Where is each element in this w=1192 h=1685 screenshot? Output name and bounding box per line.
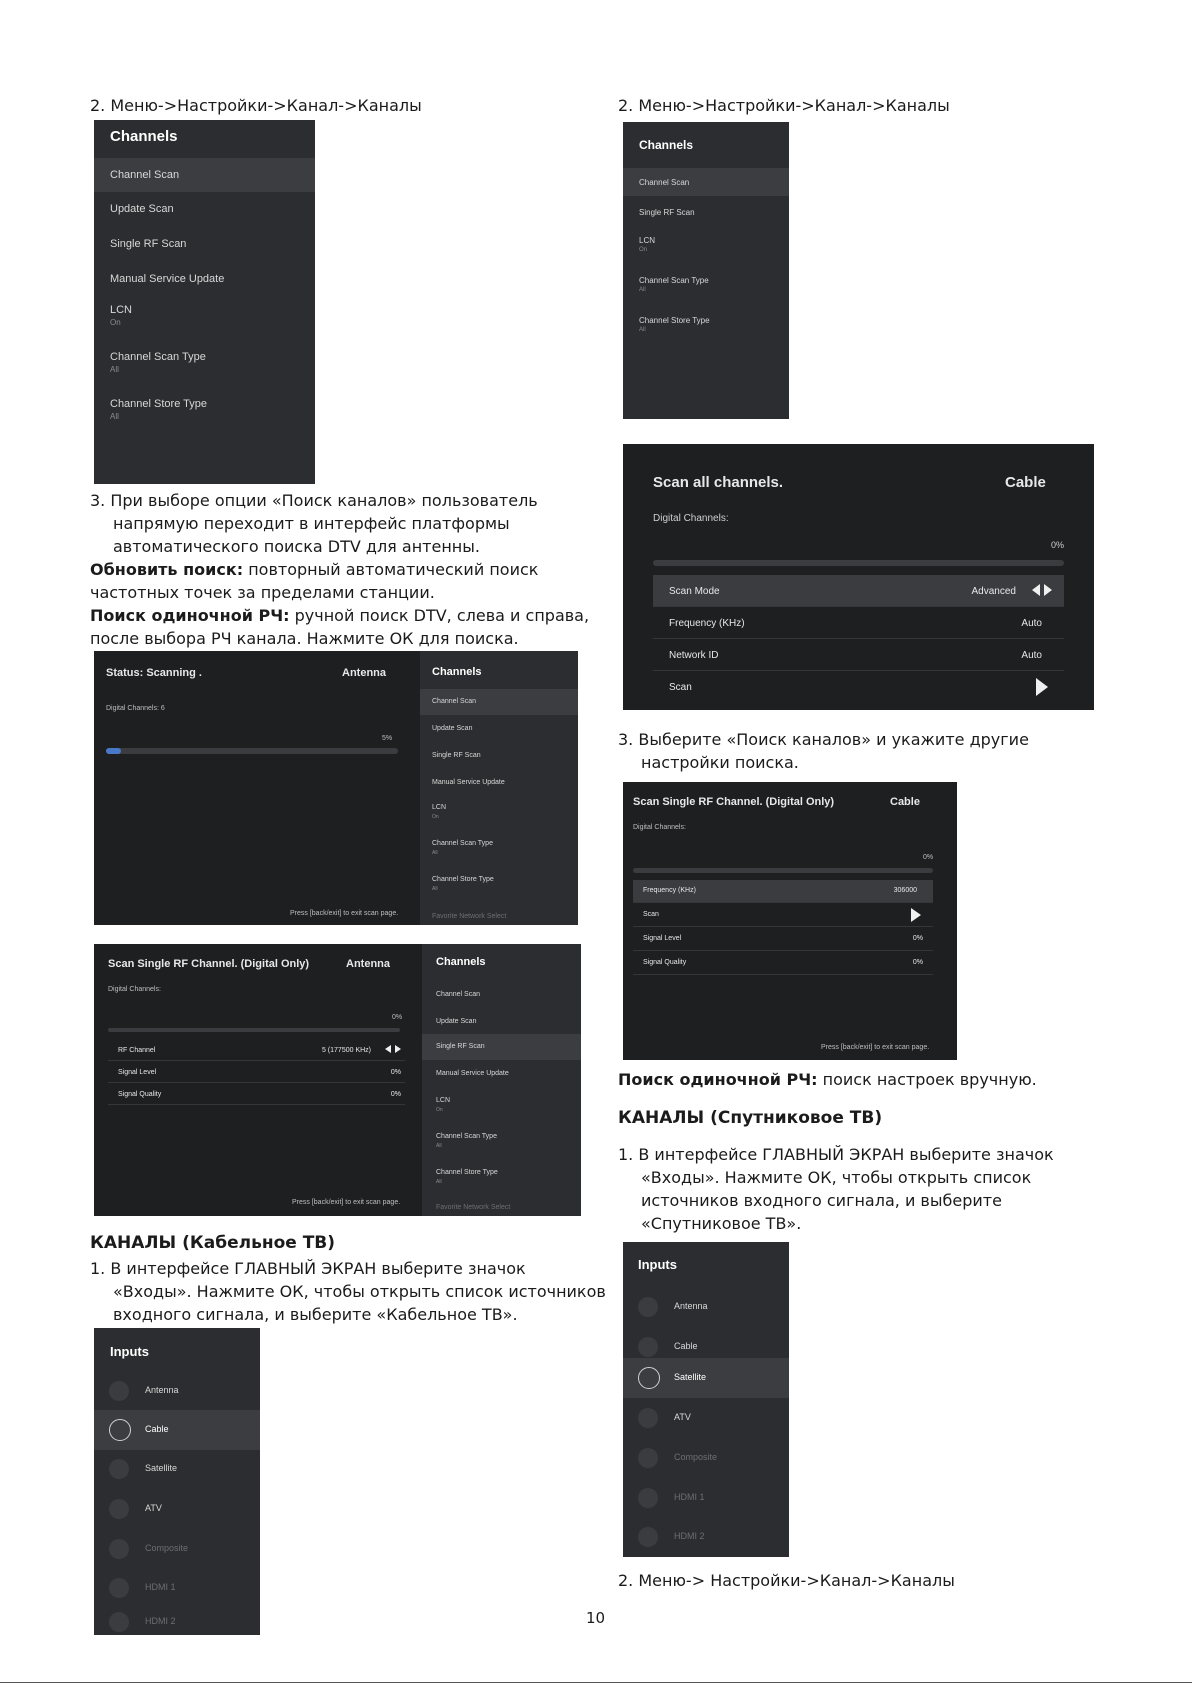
side-menu-title: Channels — [436, 956, 486, 968]
rf-footer: Press [back/exit] to exit scan page. — [292, 1199, 401, 1206]
menu-item-label: LCN — [639, 236, 656, 245]
panel-title: Channels — [110, 128, 178, 145]
scan-label: Scan — [669, 682, 692, 693]
arrow-right-icon[interactable] — [395, 1045, 401, 1053]
scan-all-progress-bar — [653, 560, 1064, 566]
scan-footer: Press [back/exit] to exit scan page. — [290, 910, 399, 917]
input-item-composite[interactable] — [623, 1438, 789, 1478]
input-label: Satellite — [145, 1463, 178, 1473]
input-label: HDMI 1 — [145, 1582, 176, 1592]
menu-item-label: Channel Scan Type — [639, 276, 709, 285]
tv-icon — [109, 1381, 129, 1401]
menu-item-update-scan[interactable] — [94, 192, 315, 226]
frequency-label: Frequency (KHz) — [669, 618, 745, 629]
menu-item-label: Single RF Scan — [639, 208, 695, 217]
rf-row-label: Scan — [643, 911, 659, 918]
side-item-single-rf-scan[interactable] — [422, 1034, 581, 1060]
composite-icon — [638, 1448, 658, 1468]
rf-digital-channels: Digital Channels: — [633, 824, 686, 831]
side-item-label: Channel Scan — [436, 991, 480, 998]
frequency-value: Auto — [1021, 618, 1042, 629]
side-item-value: All — [432, 850, 438, 856]
rf-side-menu — [422, 944, 581, 1216]
sat-step1-line1: 1. В интерфейсе ГЛАВНЫЙ ЭКРАН выберите значок — [618, 1145, 1054, 1164]
hdmi-icon — [109, 1578, 129, 1598]
cable-rf-scan-screen — [623, 782, 957, 1060]
single-rf-text-line2: после выбора РЧ канала. Нажмите ОК для поиска. — [90, 629, 519, 648]
side-item-value: On — [432, 814, 439, 820]
menu-item-value: All — [110, 412, 119, 421]
input-item-antenna[interactable] — [623, 1288, 789, 1326]
sat-step1-line2: «Входы». Нажмите ОК, чтобы открыть список — [641, 1168, 1032, 1187]
left-inputs-panel — [94, 1328, 260, 1635]
input-item-satellite[interactable] — [94, 1450, 260, 1488]
play-icon[interactable] — [1036, 678, 1048, 696]
menu-item-label: Channel Store Type — [639, 316, 710, 325]
cable-step1-line1: 1. В интерфейсе ГЛАВНЫЙ ЭКРАН выберите значок — [90, 1259, 526, 1278]
hdmi-icon — [638, 1527, 658, 1547]
side-item-channel-scan-type[interactable] — [422, 1126, 581, 1156]
hdmi-icon — [109, 1612, 129, 1632]
side-item-single-rf-scan[interactable] — [420, 743, 578, 769]
side-item-channel-scan[interactable] — [420, 689, 578, 715]
right-step2-text: 2. Меню->Настройки->Канал->Каналы — [618, 96, 950, 115]
rf-title: Scan Single RF Channel. (Digital Only) — [108, 958, 310, 970]
menu-item-label: Channel Scan — [110, 169, 180, 181]
hdmi-icon — [638, 1488, 658, 1508]
left-step2-text: 2. Меню->Настройки->Канал->Каналы — [90, 96, 422, 115]
side-item-value: On — [436, 1107, 443, 1113]
rf-row-value: 306000 — [893, 887, 917, 894]
input-item-antenna[interactable] — [94, 1372, 260, 1410]
input-item-hdmi1[interactable] — [94, 1564, 260, 1602]
rf-row-value: 0% — [390, 1091, 401, 1098]
network-id-row[interactable] — [653, 639, 1064, 671]
update-scan-text-line2: частотных точек за пределами станции. — [90, 583, 435, 602]
rf-source: Cable — [890, 796, 920, 808]
rf-title: Scan Single RF Channel. (Digital Only) — [633, 796, 835, 808]
rf-row-rf-channel[interactable] — [108, 1042, 405, 1061]
input-item-hdmi1[interactable] — [623, 1478, 789, 1518]
side-item-lcn[interactable] — [422, 1090, 581, 1120]
rf-row-signal-quality — [108, 1086, 405, 1105]
side-item-label: Favorite Network Select — [432, 913, 507, 920]
menu-item-value: All — [110, 365, 119, 374]
menu-item-value: All — [639, 287, 646, 293]
input-label: Cable — [145, 1424, 169, 1434]
right-channels-panel — [623, 122, 789, 419]
rf-digital-channels: Digital Channels: — [108, 986, 161, 993]
scan-status: Status: Scanning . — [106, 667, 202, 679]
input-label: ATV — [674, 1412, 691, 1422]
single-rf-text: поиск настроек вручную. — [817, 1070, 1037, 1089]
single-rf-label: Поиск одиночной РЧ: — [90, 606, 290, 625]
scan-all-title: Scan all channels. — [653, 474, 784, 491]
scan-mode-label: Scan Mode — [669, 586, 720, 597]
rf-progress-bar — [108, 1028, 400, 1032]
panel-title: Channels — [639, 138, 694, 152]
side-item-label: Channel Scan — [432, 698, 476, 705]
right-single-rf-paragraph — [618, 1068, 1037, 1091]
side-item-label: Manual Service Update — [436, 1070, 509, 1077]
tv-icon — [638, 1408, 658, 1428]
digital-channels-count: Digital Channels: 6 — [106, 705, 165, 712]
rf-progress-bar — [633, 868, 933, 873]
side-item-lcn[interactable] — [420, 797, 578, 827]
scan-row[interactable] — [653, 671, 1064, 702]
left-step3-line2: напрямую переходит в интерфейс платформы — [113, 514, 510, 533]
side-item-value: All — [436, 1143, 442, 1149]
input-label: Composite — [145, 1543, 189, 1553]
rf-row-scan[interactable] — [633, 904, 933, 927]
side-menu-title: Channels — [432, 666, 482, 678]
side-item-update-scan[interactable] — [420, 716, 578, 742]
input-label: HDMI 1 — [674, 1492, 705, 1502]
rf-percent: 0% — [923, 854, 934, 861]
menu-item-label: Update Scan — [110, 203, 174, 215]
menu-item-label: Channel Scan — [639, 178, 690, 187]
scan-source: Antenna — [342, 667, 386, 679]
page-bottom-rule — [0, 1682, 1192, 1683]
side-item-label: Channel Scan Type — [432, 840, 493, 847]
input-label: Composite — [674, 1452, 718, 1462]
menu-item-single-rf-scan[interactable] — [623, 198, 789, 226]
frequency-row[interactable] — [653, 607, 1064, 639]
input-label: HDMI 2 — [145, 1616, 176, 1626]
menu-item-value: All — [639, 327, 646, 333]
rf-row-frequency[interactable] — [633, 880, 933, 903]
side-item-label: Favorite Network Select — [436, 1204, 511, 1211]
arrow-left-icon[interactable] — [1032, 584, 1040, 596]
update-scan-label: Обновить поиск: — [90, 560, 244, 579]
cable-heading: КАНАЛЫ (Кабельное ТВ) — [90, 1233, 336, 1253]
scan-mode-row[interactable] — [653, 575, 1064, 607]
side-item-label: Channel Scan Type — [436, 1133, 497, 1140]
menu-item-label: Channel Store Type — [110, 398, 208, 410]
left-step3-line3: автоматического поиска DTV для антенны. — [113, 537, 480, 556]
menu-item-label: Channel Scan Type — [110, 351, 206, 363]
menu-item-channel-scan-type[interactable] — [94, 344, 315, 384]
satellite-icon — [109, 1459, 129, 1479]
input-label: Antenna — [674, 1301, 708, 1311]
menu-item-label: LCN — [110, 304, 133, 316]
single-rf-paragraph — [90, 604, 589, 627]
input-item-composite[interactable] — [94, 1526, 260, 1564]
composite-icon — [109, 1539, 129, 1559]
antenna-rf-scan-screen — [94, 944, 581, 1216]
tv-icon — [109, 1499, 129, 1519]
scan-all-digital: Digital Channels: — [653, 513, 729, 524]
side-item-label: Manual Service Update — [432, 779, 505, 786]
tv-icon — [109, 1419, 131, 1441]
scan-all-source: Cable — [1005, 474, 1046, 491]
arrow-left-icon[interactable] — [385, 1045, 391, 1053]
menu-item-label: Manual Service Update — [110, 273, 225, 285]
side-item-manual-service-update[interactable] — [422, 1061, 581, 1087]
left-channels-panel — [94, 120, 315, 484]
tv-icon — [638, 1337, 658, 1357]
menu-item-channel-store-type[interactable] — [94, 391, 315, 431]
scan-side-menu — [420, 651, 578, 925]
satellite-icon — [638, 1367, 660, 1389]
menu-item-channel-scan-type[interactable] — [623, 272, 789, 302]
side-item-label: Single RF Scan — [432, 752, 481, 759]
inputs-title: Inputs — [638, 1257, 677, 1272]
rf-row-label: Signal Quality — [118, 1091, 162, 1098]
cable-step1-line3: входного сигнала, и выберите «Кабельное ТВ». — [113, 1305, 518, 1324]
rf-row-signal-quality — [633, 952, 933, 975]
menu-item-manual-service-update[interactable] — [94, 262, 315, 296]
inputs-title: Inputs — [110, 1344, 149, 1359]
rf-row-value: 0% — [912, 959, 923, 966]
input-item-cable[interactable] — [94, 1410, 260, 1450]
side-item-channel-scan-type[interactable] — [420, 833, 578, 863]
cable-scan-all-screen — [623, 444, 1094, 710]
side-item-channel-store-type[interactable] — [422, 1162, 581, 1192]
rf-row-label: Signal Level — [643, 935, 682, 942]
scan-progress-fill — [106, 748, 121, 754]
input-item-satellite[interactable] — [623, 1358, 789, 1398]
side-item-update-scan[interactable] — [422, 1009, 581, 1035]
rf-row-label: Signal Level — [118, 1069, 157, 1076]
update-scan-text: повторный автоматический поиск — [243, 560, 539, 579]
side-item-value: All — [432, 886, 438, 892]
side-item-label: LCN — [432, 804, 447, 811]
menu-item-label: Single RF Scan — [110, 238, 187, 250]
rf-source: Antenna — [346, 958, 390, 970]
rf-row-signal-level — [633, 928, 933, 951]
rf-row-value: 5 (177500 KHz) — [321, 1047, 371, 1054]
side-item-channel-store-type[interactable] — [420, 869, 578, 899]
rf-row-label: Signal Quality — [643, 959, 687, 966]
scan-progress-bar — [106, 748, 398, 754]
play-icon[interactable] — [911, 908, 921, 922]
single-rf-text: ручной поиск DTV, слева и справа, — [289, 606, 590, 625]
menu-item-channel-scan[interactable] — [94, 158, 315, 192]
input-label: ATV — [145, 1503, 162, 1513]
scan-percent: 5% — [382, 735, 393, 742]
arrow-right-icon[interactable] — [1044, 584, 1052, 596]
scan-all-percent: 0% — [1051, 540, 1065, 550]
menu-item-channel-store-type[interactable] — [623, 312, 789, 342]
antenna-scan-screen — [94, 651, 578, 925]
menu-item-value: On — [110, 318, 121, 327]
side-item-value: All — [436, 1179, 442, 1185]
rf-row-label: RF Channel — [118, 1047, 156, 1054]
input-label: Cable — [674, 1341, 698, 1351]
input-item-hdmi2[interactable] — [94, 1602, 260, 1635]
rf-percent: 0% — [392, 1014, 403, 1021]
side-item-label: Channel Store Type — [436, 1169, 498, 1176]
input-item-atv[interactable] — [623, 1398, 789, 1438]
single-rf-label: Поиск одиночной РЧ: — [618, 1070, 818, 1089]
side-item-label: Update Scan — [432, 725, 473, 732]
update-scan-paragraph — [90, 558, 538, 581]
rf-row-signal-level — [108, 1064, 405, 1083]
sat-step1-line3: источников входного сигнала, и выберите — [641, 1191, 1002, 1210]
side-item-favorite-network[interactable] — [422, 1198, 581, 1216]
network-id-label: Network ID — [669, 650, 719, 661]
network-id-value: Auto — [1021, 650, 1042, 661]
input-item-hdmi2[interactable] — [623, 1518, 789, 1557]
side-item-channel-scan[interactable] — [422, 982, 581, 1008]
scan-mode-value: Advanced — [971, 586, 1016, 597]
rf-row-label: Frequency (KHz) — [643, 887, 696, 894]
menu-item-single-rf-scan[interactable] — [94, 227, 315, 261]
side-item-manual-service-update[interactable] — [420, 770, 578, 796]
menu-item-value: On — [639, 247, 648, 253]
input-label: HDMI 2 — [674, 1531, 705, 1541]
tv-icon — [638, 1297, 658, 1317]
menu-item-lcn[interactable] — [94, 297, 315, 337]
rf-footer: Press [back/exit] to exit scan page. — [821, 1044, 930, 1051]
left-step3-line1: 3. При выборе опции «Поиск каналов» пользователь — [90, 491, 538, 510]
menu-item-channel-scan[interactable] — [623, 168, 789, 196]
right-inputs-panel — [623, 1242, 789, 1557]
side-item-label: Single RF Scan — [436, 1043, 485, 1050]
input-label: Antenna — [145, 1385, 179, 1395]
rf-row-value: 0% — [390, 1069, 401, 1076]
side-item-label: LCN — [436, 1097, 451, 1104]
side-item-label: Channel Store Type — [432, 876, 494, 883]
side-item-label: Update Scan — [436, 1018, 477, 1025]
satellite-heading: КАНАЛЫ (Спутниковое ТВ) — [618, 1108, 883, 1128]
rf-row-value: 0% — [912, 935, 923, 942]
sat-step1-line4: «Спутниковое ТВ». — [641, 1214, 802, 1233]
cable-step1-line2: «Входы». Нажмите ОК, чтобы открыть список источников — [113, 1282, 606, 1301]
input-item-atv[interactable] — [94, 1488, 260, 1526]
menu-item-lcn[interactable] — [623, 232, 789, 262]
input-label: Satellite — [674, 1372, 707, 1382]
right-step3-line1: 3. Выберите «Поиск каналов» и укажите другие — [618, 730, 1029, 749]
page-number: 10 — [586, 1609, 606, 1627]
right-step2-bottom: 2. Меню-> Настройки->Канал->Каналы — [618, 1571, 955, 1590]
right-step3-line2: настройки поиска. — [641, 753, 799, 772]
side-item-favorite-network[interactable] — [420, 907, 578, 925]
